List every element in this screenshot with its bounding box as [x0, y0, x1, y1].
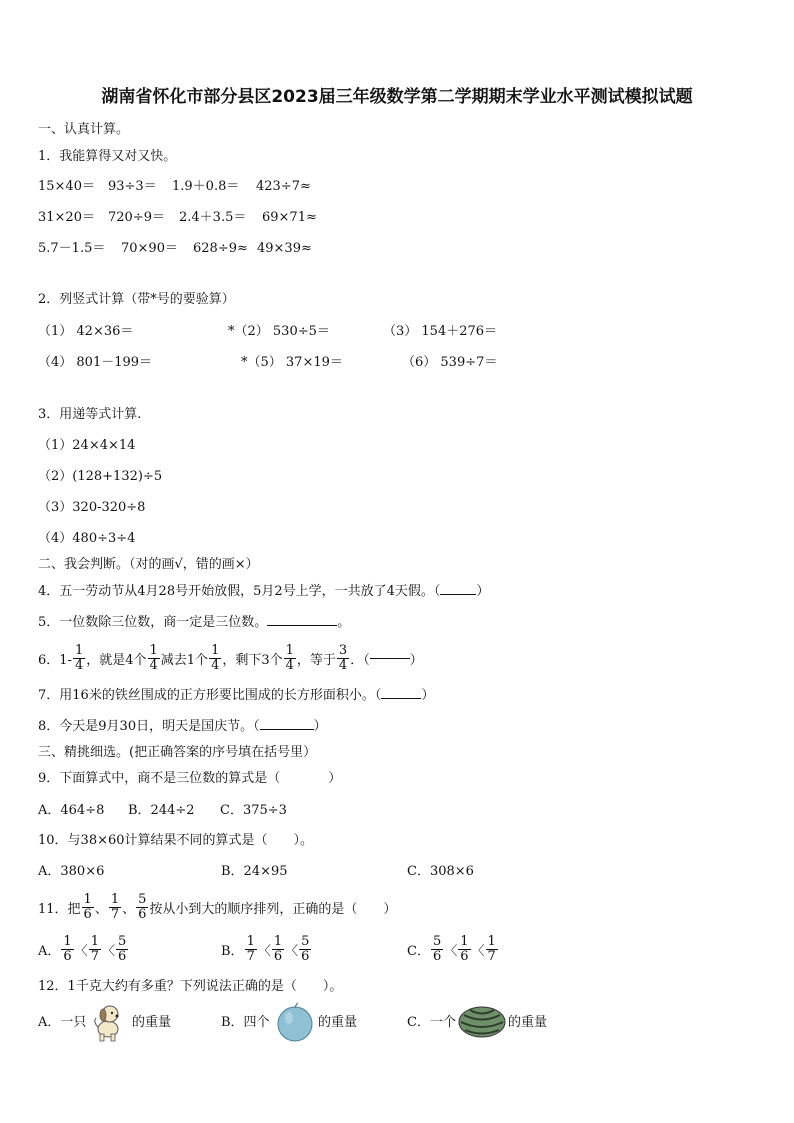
section-2-heading: 二、我会判断。（对的画√，错的画×）: [38, 557, 259, 572]
less-than: 〈: [285, 943, 299, 959]
section-1-heading: 一、认真计算。: [38, 122, 130, 137]
option[interactable]: A．380×6: [38, 864, 105, 879]
dog-icon: [90, 1002, 126, 1042]
answer-blank[interactable]: [370, 658, 410, 659]
q1-item: 628÷9≈: [193, 241, 248, 256]
q12-b-text: B．四个: [221, 1015, 270, 1030]
fraction: $\frac{1}{7}$: [487, 933, 496, 964]
q7: [38, 687, 434, 705]
q2-label: 2．列竖式计算（带*号的要验算）: [38, 292, 235, 307]
q1-label: 1．我能算得又对又快。: [38, 149, 177, 164]
option[interactable]: [407, 930, 499, 968]
q6-text: ，剩下3个: [222, 652, 283, 668]
q11: [38, 888, 396, 926]
separator: 、: [94, 901, 108, 917]
q2-item: *（5） 37×19＝: [241, 355, 343, 370]
option[interactable]: C．308×6: [407, 864, 474, 879]
q7-close: ）: [421, 688, 435, 703]
section-3-heading: 三、精挑细选。(把正确答案的序号填在括号里）: [38, 745, 317, 760]
q8-close: ）: [313, 719, 327, 734]
fraction: $\frac{1}{4}$: [149, 642, 158, 673]
q2-item: （3） 154＋276＝: [383, 324, 498, 339]
q3-item: （2）(128+132)÷5: [38, 469, 163, 484]
q2-item: （1） 42×36＝: [38, 324, 134, 339]
q1-item: 5.7－1.5＝: [38, 241, 106, 256]
q6-close: ）: [409, 652, 423, 668]
q1-item: 1.9＋0.8＝: [172, 179, 240, 194]
q6: [38, 640, 423, 676]
less-than: 〈: [471, 943, 485, 959]
fraction: $\frac{1}{6}$: [83, 891, 92, 922]
option-letter: A．: [38, 943, 61, 959]
less-than: 〈: [444, 943, 458, 959]
page-title: 湖南省怀化市部分县区2023届三年级数学第二学期期末学业水平测试模拟试题: [101, 87, 693, 107]
option[interactable]: C．375÷3: [220, 803, 287, 818]
q1-item: 93÷3＝: [108, 179, 157, 194]
less-than: 〈: [257, 943, 271, 959]
q9-close: ）: [328, 771, 342, 786]
q5: [38, 614, 350, 632]
q12-a-text: A．一只: [38, 1015, 87, 1030]
q4-close: ）: [476, 584, 490, 599]
option[interactable]: [221, 930, 312, 968]
q3-label: 3．用递等式计算.: [38, 407, 142, 422]
q2-item: *（2） 530÷5＝: [228, 324, 330, 339]
q1-item: 70×90＝: [121, 241, 178, 256]
fraction: $\frac{1}{7}$: [90, 933, 99, 964]
q6-text: 6．1-: [38, 652, 72, 668]
apple-icon: [276, 1002, 314, 1042]
q8: [38, 718, 327, 736]
q1-item: 15×40＝: [38, 179, 95, 194]
fraction: $\frac{5}{6}$: [432, 933, 442, 964]
fraction: $\frac{1}{4}$: [211, 642, 220, 673]
fraction: $\frac{1}{6}$: [63, 933, 72, 964]
q8-text: 8．今天是9月30日，明天是国庆节。（: [38, 719, 260, 734]
answer-blank[interactable]: [440, 594, 476, 595]
answer-blank[interactable]: [260, 729, 314, 730]
answer-blank[interactable]: [267, 625, 337, 626]
fraction: $\frac{5}{6}$: [117, 933, 127, 964]
fraction: $\frac{1}{7}$: [110, 891, 120, 922]
q9: [38, 770, 341, 788]
q6-text: ，就是4个: [86, 652, 147, 668]
option-letter: B．: [221, 943, 244, 959]
q1-item: 423÷7≈: [256, 179, 311, 194]
option[interactable]: B．24×95: [221, 864, 288, 879]
option-letter: C．: [407, 943, 430, 959]
q4: [38, 583, 489, 601]
q2-item: （4） 801－199＝: [38, 355, 153, 370]
q6-text: ．（: [350, 652, 370, 668]
q1-item: 69×71≈: [262, 210, 317, 225]
fraction: $\frac{3}{4}$: [338, 642, 348, 673]
q3-item: （3）320-320÷8: [38, 500, 146, 515]
option[interactable]: [38, 930, 129, 968]
answer-blank[interactable]: [381, 698, 421, 699]
q3-item: （4）480÷3÷4: [38, 531, 136, 546]
q1-item: 720÷9＝: [108, 210, 165, 225]
q6-text: ，等于: [296, 652, 336, 668]
fraction: $\frac{5}{6}$: [301, 933, 310, 964]
q5-text: 5．一位数除三位数，商一定是三位数。: [38, 615, 268, 630]
less-than: 〈: [74, 943, 88, 959]
watermelon-icon: [458, 1006, 506, 1038]
separator: 、: [122, 901, 136, 917]
less-than: 〈: [101, 943, 115, 959]
q1-item: 31×20＝: [38, 210, 95, 225]
q3-item: （1）24×4×14: [38, 438, 136, 453]
fraction: $\frac{1}{6}$: [273, 933, 283, 964]
q2-item: （6） 539÷7＝: [402, 355, 498, 370]
q7-text: 7．用16米的铁丝围成的正方形要比围成的长方形面积小。（: [38, 688, 382, 703]
q1-item: 2.4＋3.5＝: [179, 210, 247, 225]
q12-b-text: 的重量: [318, 1015, 358, 1030]
fraction: $\frac{5}{6}$: [138, 891, 147, 922]
q12-text: 12．1千克大约有多重？下列说法正确的是（ ）。: [38, 979, 343, 994]
fraction: $\frac{1}{7}$: [246, 933, 255, 964]
q6-text: 减去1个: [160, 652, 209, 668]
q12-a-text: 的重量: [132, 1015, 172, 1030]
q12-c-text: C．一个: [407, 1015, 456, 1030]
q12-c-text: 的重量: [508, 1015, 548, 1030]
option[interactable]: B．244÷2: [128, 803, 195, 818]
q1-item: 49×39≈: [257, 241, 312, 256]
fraction: $\frac{1}{4}$: [285, 642, 294, 673]
q9-text: 9．下面算式中，商不是三位数的算式是（: [38, 771, 281, 786]
q5-close: 。: [337, 615, 351, 630]
q11-text: 按从小到大的顺序排列，正确的是（ ）: [149, 901, 397, 917]
fraction: $\frac{1}{6}$: [460, 933, 469, 964]
option[interactable]: A．464÷8: [38, 803, 105, 818]
fraction: $\frac{1}{4}$: [74, 642, 84, 673]
q10-text: 10．与38×60计算结果不同的算式是（ ）。: [38, 833, 314, 848]
q11-text: 11．把: [38, 901, 81, 917]
q4-text: 4．五一劳动节从4月28号开始放假，5月2号上学，一共放了4天假。（: [38, 584, 441, 599]
